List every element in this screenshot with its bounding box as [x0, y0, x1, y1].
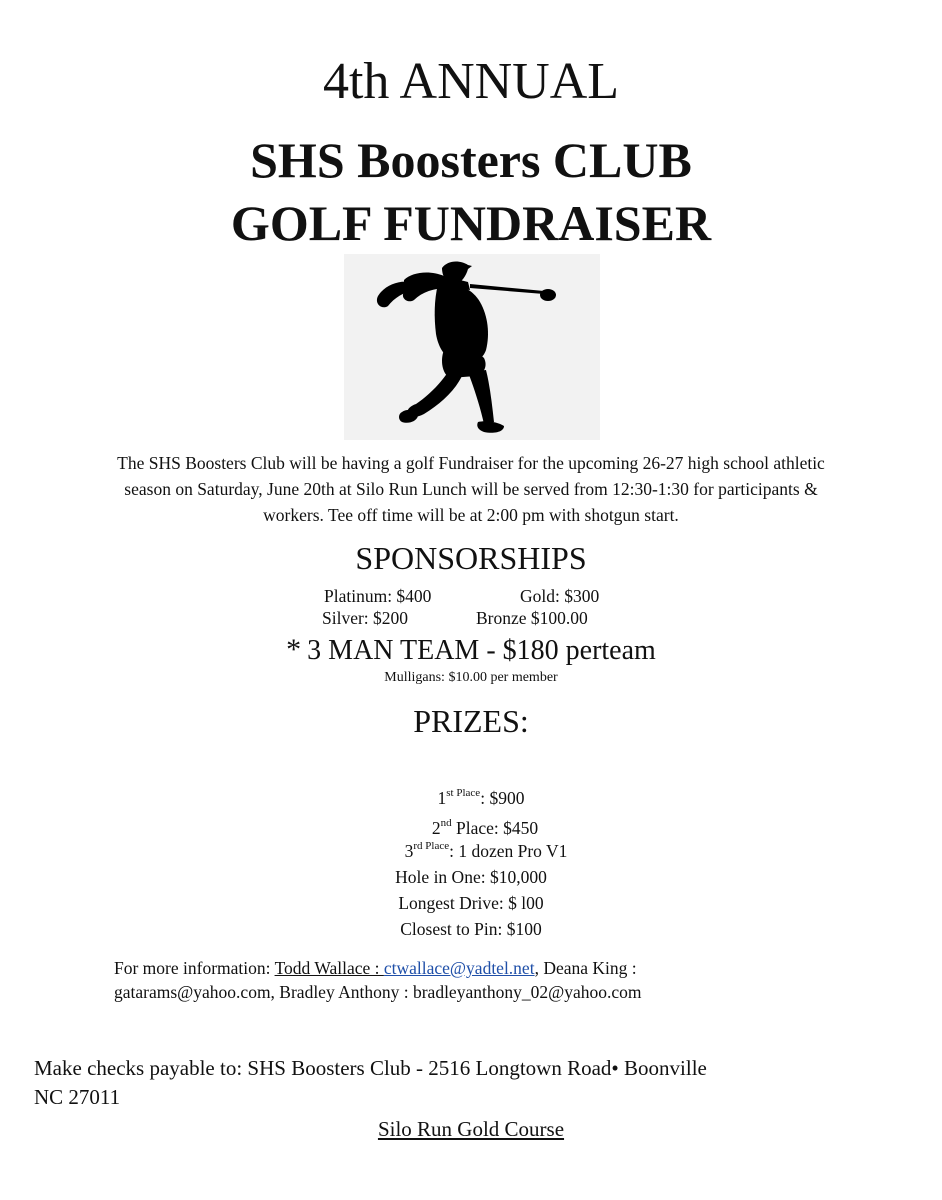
- prize-second-num: 2: [431, 818, 441, 838]
- course-name-text: Silo Run Gold Course: [377, 1117, 565, 1141]
- course-name: [0, 1115, 942, 1143]
- contact-name-todd: Todd Wallace :: [274, 958, 384, 978]
- prize-third-place: [0, 840, 942, 865]
- intro-line-2: season on Saturday, June 20th at Silo Run Lunch will be served from 12:30-1:30 for participants &: [124, 479, 818, 499]
- contact-line-1: [114, 956, 874, 980]
- bronze-sponsorship: Bronze $100.00: [476, 608, 588, 628]
- prize-second-value: Place: $450: [451, 818, 539, 838]
- prize-first-num: 1: [437, 788, 447, 808]
- prize-third-value: : 1 dozen Pro V1: [449, 841, 568, 861]
- intro-line-3: workers. Tee off time will be at 2:00 pm with shotgun start.: [263, 505, 679, 525]
- checks-payable: [34, 1054, 707, 1112]
- prize-longest-drive: Longest Drive: $ l00: [398, 893, 544, 913]
- contact-info: [114, 956, 874, 1004]
- golfer-image: [344, 254, 600, 440]
- prize-second-sup: nd: [440, 817, 452, 829]
- checks-line-1: Make checks payable to: SHS Boosters Club - 2516 Longtown Road• Boonville: [34, 1056, 707, 1080]
- asterisk: *: [286, 633, 302, 666]
- fundraiser-title: GOLF FUNDRAISER: [230, 195, 712, 251]
- prize-first-value: : $900: [480, 788, 525, 808]
- contact-rest: , Deana King :: [534, 958, 637, 978]
- annual-title: 4th ANNUAL: [322, 53, 620, 110]
- prize-first-sup: st Place: [446, 787, 481, 799]
- prize-hole-in-one: Hole in One: $10,000: [395, 867, 547, 887]
- prizes-heading: PRIZES:: [413, 703, 529, 739]
- silver-sponsorship: Silver: $200: [322, 608, 409, 628]
- club-title: SHS Boosters CLUB: [250, 132, 692, 188]
- contact-line-2: gatarams@yahoo.com, Bradley Anthony : bradleyanthony_02@yahoo.com: [114, 982, 642, 1002]
- team-price: [0, 632, 942, 669]
- prize-third-sup: rd Place: [413, 840, 450, 852]
- contact-email-link[interactable]: ctwallace@yadtel.net: [383, 958, 535, 978]
- checks-line-2: NC 27011: [34, 1085, 121, 1109]
- platinum-sponsorship: Platinum: $400: [324, 586, 432, 606]
- prize-third-num: 3: [404, 841, 414, 861]
- mulligans-price: Mulligans: $10.00 per member: [384, 670, 558, 685]
- golfer-silhouette-icon: [344, 254, 600, 440]
- gold-sponsorship: Gold: $300: [520, 586, 600, 606]
- intro-line-1: The SHS Boosters Club will be having a golf Fundraiser for the upcoming 26-27 high school athletic: [117, 453, 825, 473]
- sponsorships-heading: SPONSORSHIPS: [355, 540, 587, 576]
- intro-paragraph: [30, 450, 912, 528]
- prize-second-place: [0, 817, 942, 842]
- prize-first-place: [0, 787, 942, 812]
- team-price-text: 3 MAN TEAM - $180 perteam: [307, 635, 656, 666]
- contact-prefix: For more information:: [114, 958, 275, 978]
- prize-closest-to-pin: Closest to Pin: $100: [400, 919, 542, 939]
